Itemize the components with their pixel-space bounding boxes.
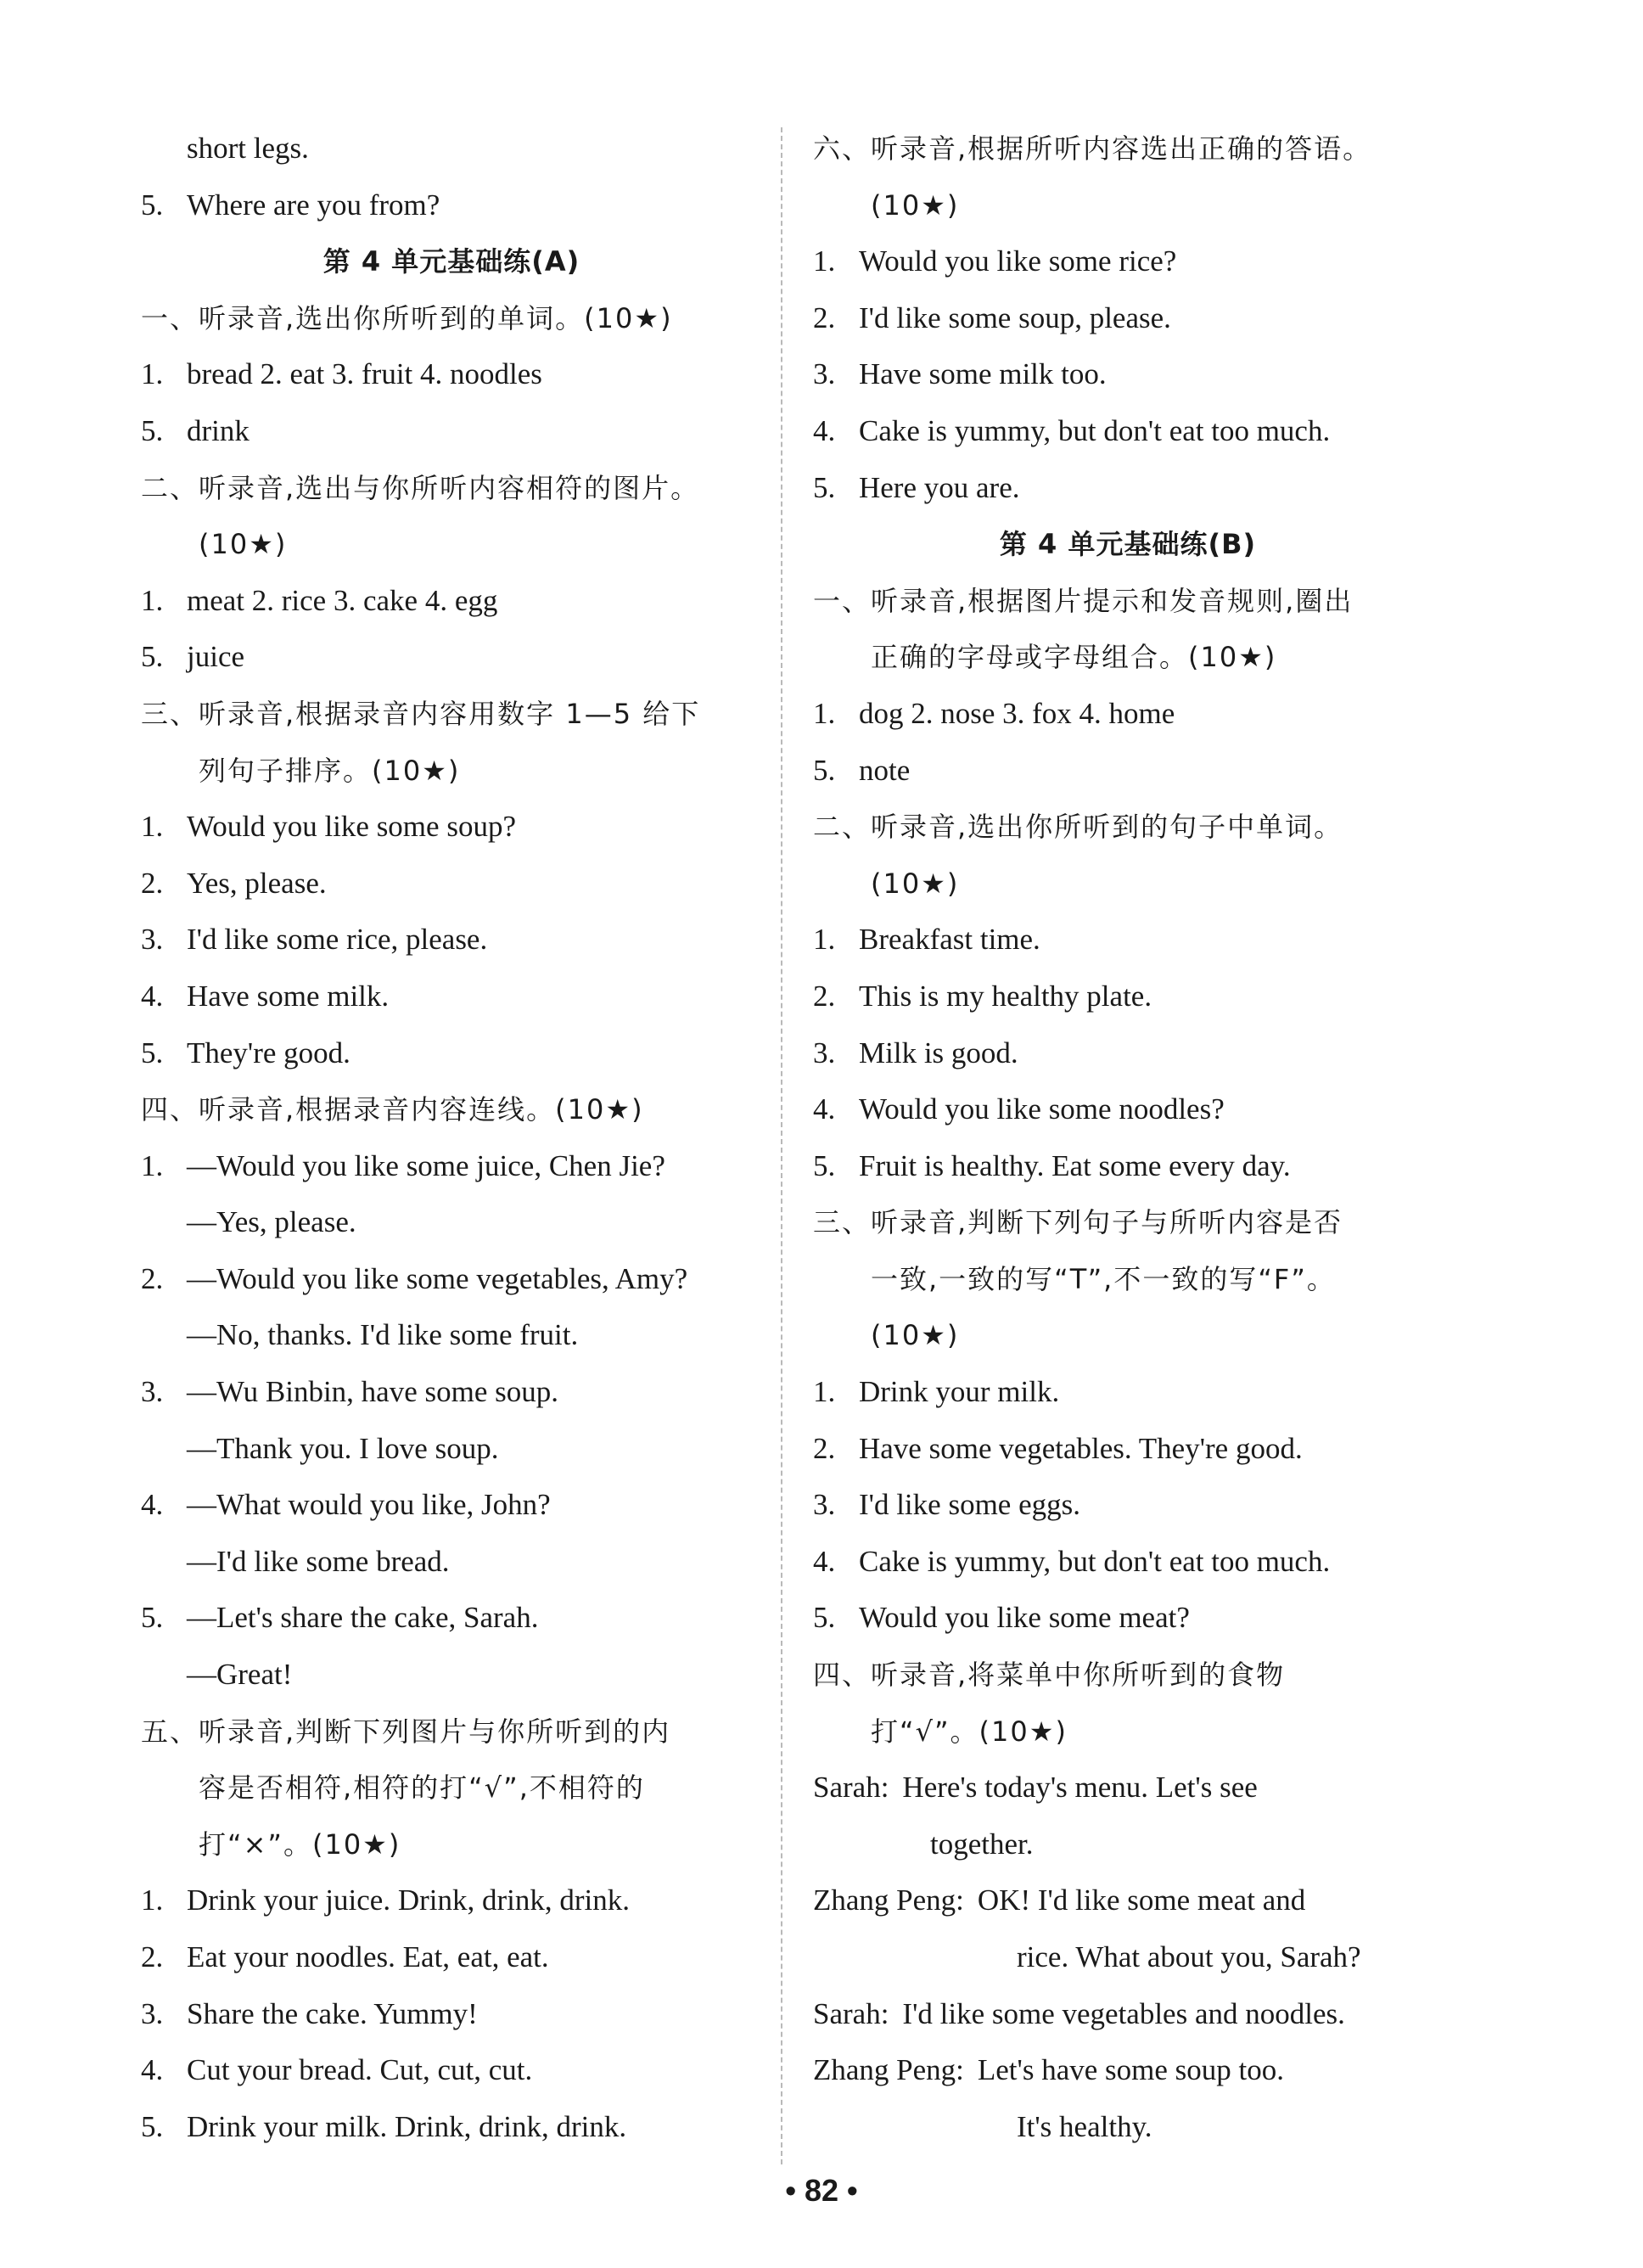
- item-text: Cake is yummy, but don't eat too much.: [859, 413, 1331, 447]
- question-instruction: 一、听录音,选出你所听到的单词。(10★): [141, 301, 673, 334]
- transcript-line-continued: —No, thanks. I'd like some fruit.: [187, 1318, 579, 1352]
- item-text: Have some milk.: [187, 979, 390, 1013]
- transcript-item: [813, 686, 1443, 743]
- item-text: Where are you from?: [187, 188, 440, 222]
- item-text: juice: [187, 640, 245, 674]
- item-text: Drink your milk. Drink, drink, drink.: [187, 2109, 627, 2143]
- transcript-line-continued: —Thank you. I love soup.: [187, 1431, 499, 1465]
- transcript-item: [141, 1138, 762, 1195]
- item-text: note: [859, 753, 911, 787]
- transcript-item: [813, 1477, 1443, 1534]
- item-number: 1.: [141, 583, 164, 617]
- section-heading: 第 4 单元基础练(A): [322, 245, 580, 278]
- transcript-item: [813, 290, 1443, 347]
- transcript-item: [813, 460, 1443, 517]
- question-instruction-continued: (10★): [199, 528, 288, 561]
- item-number: 1.: [141, 1883, 164, 1917]
- item-number: 1.: [813, 244, 836, 278]
- transcript-item: [141, 1872, 762, 1929]
- dialogue-line-continued: together.: [930, 1827, 1034, 1861]
- section-heading: 第 4 单元基础练(B): [999, 528, 1257, 561]
- question-instruction-continued: (10★): [871, 1319, 960, 1352]
- item-number: 4.: [141, 2053, 164, 2087]
- item-text: Have some vegetables. They're good.: [859, 1431, 1303, 1465]
- question-instruction: 二、听录音,选出与你所听内容相符的图片。: [141, 471, 700, 504]
- question-instruction: 五、听录音,判断下列图片与你所听到的内: [141, 1715, 671, 1748]
- transcript-item: [141, 177, 762, 234]
- question-instruction-continued: 列句子排序。(10★): [199, 754, 461, 787]
- item-number: 4.: [813, 1544, 836, 1578]
- transcript-item: [813, 1534, 1443, 1591]
- item-text: I'd like some eggs.: [859, 1488, 1080, 1522]
- transcript-item: [141, 1025, 762, 1082]
- question-instruction-continued: 打“×”。(10★): [199, 1827, 401, 1861]
- transcript-item: [141, 346, 762, 403]
- transcript-line-continued: short legs.: [187, 132, 309, 165]
- question-instruction: 二、听录音,选出你所听到的句子中单词。: [813, 811, 1343, 844]
- item-text: Here you are.: [859, 470, 1020, 504]
- item-number: 4.: [141, 1488, 164, 1522]
- item-text: Have some milk too.: [859, 357, 1107, 391]
- item-text: I'd like some soup, please.: [859, 300, 1171, 334]
- item-number: 2.: [141, 1261, 164, 1295]
- item-text: Drink your juice. Drink, drink, drink.: [187, 1883, 630, 1917]
- item-text: Fruit is healthy. Eat some every day.: [859, 1148, 1291, 1182]
- item-number: 1.: [813, 696, 836, 730]
- dialogue-text: Here's today's menu. Let's see: [902, 1771, 1258, 1805]
- transcript-item: [141, 1986, 762, 2043]
- question-instruction-continued: 容是否相符,相符的打“√”,不相符的: [199, 1771, 645, 1805]
- transcript-item: [813, 346, 1443, 403]
- dialogue-text: OK! I'd like some meat and: [977, 1883, 1306, 1917]
- item-number: 3.: [813, 357, 836, 391]
- transcript-item: [141, 856, 762, 912]
- transcript-item: [813, 912, 1443, 968]
- item-number: 2.: [141, 1940, 164, 1973]
- transcript-line-continued: —Yes, please.: [187, 1205, 356, 1239]
- right-column: [813, 121, 1443, 2155]
- dialogue-text: Let's have some soup too.: [977, 2053, 1284, 2087]
- item-number: 3.: [141, 1996, 164, 2030]
- item-text: This is my healthy plate.: [859, 979, 1152, 1013]
- dialogue-line: [813, 1872, 1443, 1929]
- item-text: Eat your noodles. Eat, eat, eat.: [187, 1940, 549, 1973]
- item-number: 3.: [141, 923, 164, 957]
- item-text: Would you like some noodles?: [859, 1092, 1225, 1126]
- speaker-name: Sarah:: [813, 1771, 889, 1805]
- transcript-item: [141, 2042, 762, 2099]
- dialogue-line: [813, 1986, 1443, 2043]
- item-number: 4.: [813, 413, 836, 447]
- transcript-item: [813, 743, 1443, 800]
- question-instruction-continued: (10★): [871, 188, 960, 222]
- transcript-item: [813, 1364, 1443, 1421]
- question-instruction-continued: 打“√”。(10★): [871, 1715, 1068, 1748]
- item-number: 3.: [141, 1375, 164, 1409]
- transcript-item: [141, 1929, 762, 1986]
- item-number: 5.: [141, 188, 164, 222]
- question-instruction: 六、听录音,根据所听内容选出正确的答语。: [813, 132, 1372, 165]
- item-text: Milk is good.: [859, 1036, 1018, 1069]
- transcript-item: [141, 1251, 762, 1308]
- transcript-item: [141, 1477, 762, 1534]
- item-text: bread 2. eat 3. fruit 4. noodles: [187, 357, 542, 391]
- dialogue-text: I'd like some vegetables and noodles.: [902, 1996, 1345, 2030]
- transcript-item: [813, 1421, 1443, 1478]
- item-text: Would you like some rice?: [859, 244, 1177, 278]
- transcript-line-continued: —I'd like some bread.: [187, 1544, 450, 1578]
- item-text: —Would you like some vegetables, Amy?: [187, 1261, 688, 1295]
- item-number: 2.: [813, 300, 836, 334]
- transcript-item: [813, 403, 1443, 460]
- item-text: —Wu Binbin, have some soup.: [187, 1375, 558, 1409]
- transcript-item: [141, 799, 762, 856]
- item-text: —Would you like some juice, Chen Jie?: [187, 1148, 665, 1182]
- transcript-item: [141, 1590, 762, 1647]
- item-number: 2.: [813, 1431, 836, 1465]
- item-number: 2.: [813, 979, 836, 1013]
- question-instruction-continued: 一致,一致的写“T”,不一致的写“F”。: [871, 1262, 1336, 1295]
- item-text: I'd like some rice, please.: [187, 923, 488, 957]
- item-number: 3.: [813, 1488, 836, 1522]
- item-text: They're good.: [187, 1036, 350, 1069]
- question-instruction: 一、听录音,根据图片提示和发音规则,圈出: [813, 584, 1354, 617]
- transcript-item: [813, 1590, 1443, 1647]
- transcript-item: [813, 1025, 1443, 1082]
- item-number: 4.: [141, 979, 164, 1013]
- item-text: Would you like some meat?: [859, 1601, 1190, 1635]
- item-text: Drink your milk.: [859, 1375, 1060, 1409]
- item-text: drink: [187, 413, 250, 447]
- question-instruction-continued: (10★): [871, 867, 960, 900]
- speaker-name: Zhang Peng:: [813, 2053, 964, 2087]
- item-number: 5.: [141, 1601, 164, 1635]
- item-text: Breakfast time.: [859, 923, 1040, 957]
- item-number: 1.: [813, 1375, 836, 1409]
- question-instruction: 三、听录音,根据录音内容用数字 1—5 给下: [141, 697, 701, 730]
- dialogue-line: [813, 2042, 1443, 2099]
- dialogue-line-continued: It's healthy.: [1017, 2109, 1152, 2143]
- item-text: Yes, please.: [187, 866, 327, 900]
- transcript-item: [813, 1138, 1443, 1195]
- transcript-item: [141, 1364, 762, 1421]
- item-text: Would you like some soup?: [187, 810, 516, 844]
- item-number: 3.: [813, 1036, 836, 1069]
- transcript-item: [141, 968, 762, 1025]
- question-instruction-continued: 正确的字母或字母组合。(10★): [871, 641, 1277, 674]
- transcript-item: [813, 968, 1443, 1025]
- item-number: 1.: [141, 1148, 164, 1182]
- item-number: 5.: [141, 1036, 164, 1069]
- item-text: Cake is yummy, but don't eat too much.: [859, 1544, 1331, 1578]
- item-number: 1.: [141, 810, 164, 844]
- transcript-item: [141, 573, 762, 630]
- transcript-item: [813, 1081, 1443, 1138]
- transcript-item: [141, 629, 762, 686]
- transcript-item: [813, 233, 1443, 290]
- transcript-item: [141, 403, 762, 460]
- dialogue-line-continued: rice. What about you, Sarah?: [1017, 1940, 1361, 1973]
- item-number: 1.: [813, 923, 836, 957]
- question-instruction: 四、听录音,将菜单中你所听到的食物: [813, 1659, 1286, 1692]
- item-text: —Let's share the cake, Sarah.: [187, 1601, 539, 1635]
- item-number: 5.: [813, 470, 836, 504]
- speaker-name: Zhang Peng:: [813, 1883, 964, 1917]
- item-number: 2.: [141, 866, 164, 900]
- item-text: Cut your bread. Cut, cut, cut.: [187, 2053, 533, 2087]
- dialogue-line: [813, 1760, 1443, 1816]
- speaker-name: Sarah:: [813, 1996, 889, 2030]
- left-column: [141, 121, 762, 2155]
- transcript-line-continued: —Great!: [187, 1658, 293, 1692]
- item-number: 1.: [141, 357, 164, 391]
- item-number: 5.: [141, 640, 164, 674]
- item-number: 4.: [813, 1092, 836, 1126]
- item-text: Share the cake. Yummy!: [187, 1996, 478, 2030]
- item-number: 5.: [813, 753, 836, 787]
- item-number: 5.: [813, 1148, 836, 1182]
- item-text: dog 2. nose 3. fox 4. home: [859, 696, 1175, 730]
- item-text: meat 2. rice 3. cake 4. egg: [187, 583, 498, 617]
- page-number: • 82 •: [785, 2173, 858, 2208]
- item-number: 5.: [141, 413, 164, 447]
- column-divider: [781, 127, 782, 2164]
- question-instruction: 四、听录音,根据录音内容连线。(10★): [141, 1093, 644, 1126]
- item-number: 5.: [141, 2109, 164, 2143]
- item-text: —What would you like, John?: [187, 1488, 551, 1522]
- question-instruction: 三、听录音,判断下列句子与所听内容是否: [813, 1206, 1343, 1239]
- transcript-item: [141, 2099, 762, 2156]
- item-number: 5.: [813, 1601, 836, 1635]
- transcript-item: [141, 912, 762, 968]
